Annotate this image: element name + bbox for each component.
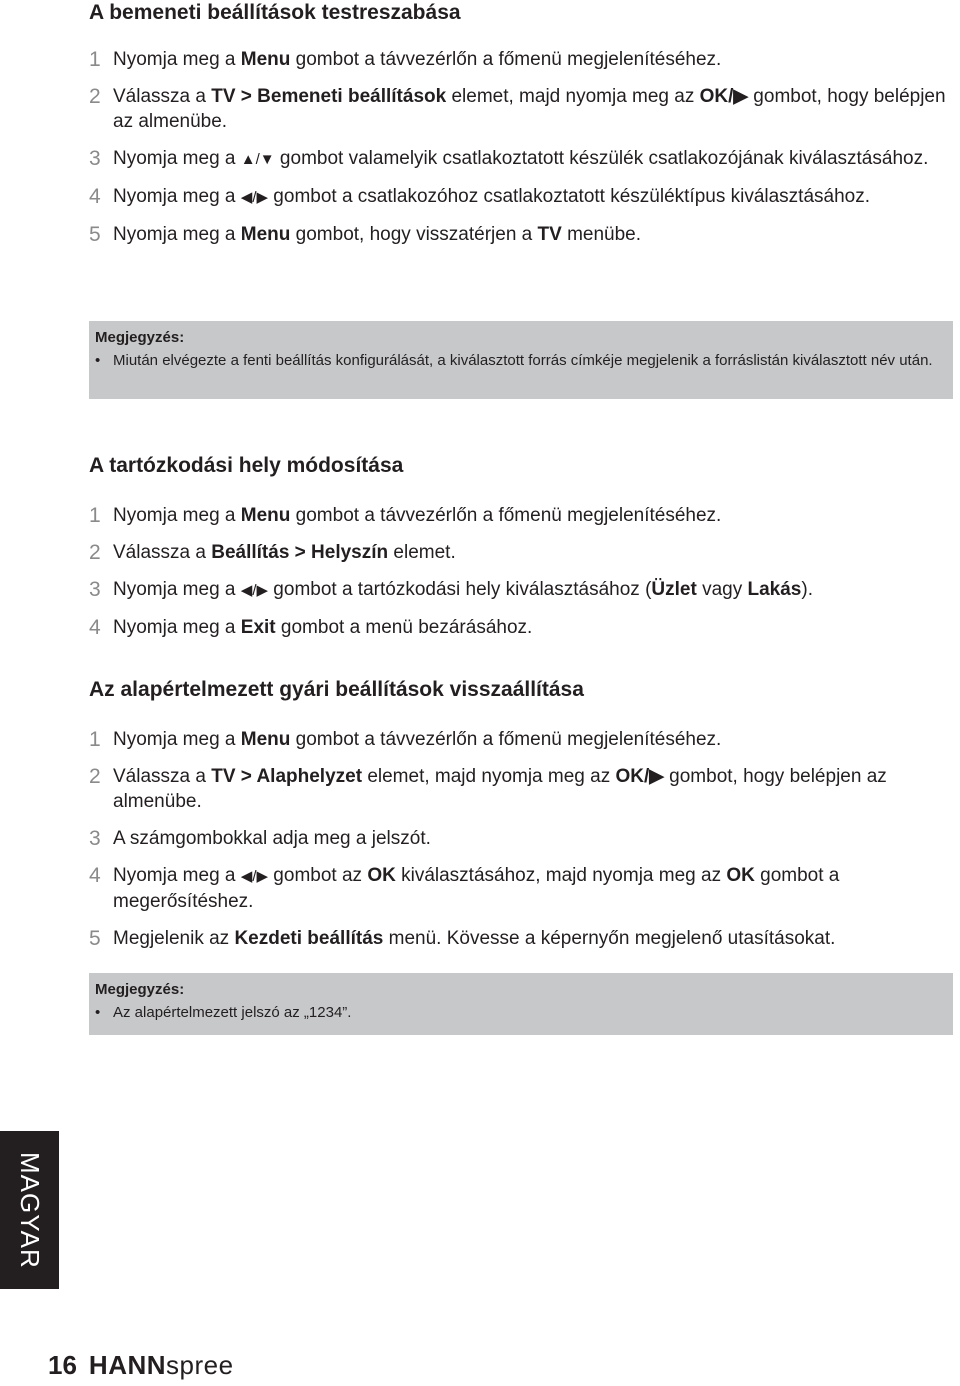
step: 3 A számgombokkal adja meg a jelszót. (89, 827, 431, 850)
left-right-arrow-icon: ◀/▶ (240, 868, 269, 885)
note-box (89, 973, 953, 1035)
step: 5 Megjelenik az Kezdeti beállítás menü. Kövesse a képernyőn megjelenő utasításokat. (89, 927, 836, 950)
note-item: • Miután elvégezte a fenti beállítás konfigurálását, a kiválasztott forrás címkéje megjelenik a forráslistán kiválasztott név után. (95, 351, 953, 370)
step: 1 Nyomja meg a Menu gombot a távvezérlőn a főmenü megjelenítéséhez. (89, 48, 722, 71)
step: 4 Nyomja meg a ◀/▶ gombot az OK kiválasztásához, majd nyomja meg az OK gombot a megerősítéshez. (89, 864, 840, 912)
section-title: A bemeneti beállítások testreszabása (89, 1, 461, 24)
step: 3 Nyomja meg a ▲/▼ gombot valamelyik csatlakoztatott készülék csatlakozójának kiválasztásához. (89, 147, 929, 170)
left-right-arrow-icon: ◀/▶ (240, 582, 269, 599)
note-item: • Az alapértelmezett jelszó az „1234”. (95, 1003, 953, 1022)
step: 4 Nyomja meg a ◀/▶ gombot a csatlakozóhoz csatlakoztatott készüléktípus kiválasztásához. (89, 185, 871, 208)
left-right-arrow-icon: ◀/▶ (240, 189, 269, 206)
section-title: A tartózkodási hely módosítása (89, 454, 404, 477)
step: 2 Válassza a Beállítás > Helyszín elemet. (89, 541, 456, 564)
step: 1 Nyomja meg a Menu gombot a távvezérlőn a főmenü megjelenítéséhez. (89, 728, 722, 751)
step: 2 Válassza a TV > Alaphelyzet elemet, majd nyomja meg az OK/▶ gombot, hogy belépjen az almenübe. (89, 765, 887, 812)
up-down-arrow-icon: ▲/▼ (240, 151, 275, 168)
language-label: MAGYAR (15, 1151, 45, 1269)
section-location (89, 453, 959, 640)
brand-logo: HANNspree (88, 1350, 234, 1380)
step: 4 Nyomja meg a Exit gombot a menü bezárásához. (89, 616, 533, 639)
step: 2 Válassza a TV > Bemeneti beállítások elemet, majd nyomja meg az OK/▶ gombot, hogy belépjen az almenübe. (89, 85, 946, 132)
note-title: Megjegyzés: (95, 981, 185, 998)
note-box (89, 321, 953, 399)
note-title: Megjegyzés: (95, 329, 185, 346)
section-input-settings (89, 0, 959, 247)
page-number: 16 (48, 1350, 77, 1380)
section-title: Az alapértelmezett gyári beállítások visszaállítása (89, 678, 584, 701)
step: 5 Nyomja meg a Menu gombot, hogy visszatérjen a TV menübe. (89, 223, 642, 246)
section-factory-reset (89, 677, 959, 951)
step: 3 Nyomja meg a ◀/▶ gombot a tartózkodási hely kiválasztásához (Üzlet vagy Lakás). (89, 578, 813, 601)
language-tab (0, 1131, 59, 1289)
page-footer (48, 1350, 234, 1386)
step: 1 Nyomja meg a Menu gombot a távvezérlőn a főmenü megjelenítéséhez. (89, 504, 722, 527)
